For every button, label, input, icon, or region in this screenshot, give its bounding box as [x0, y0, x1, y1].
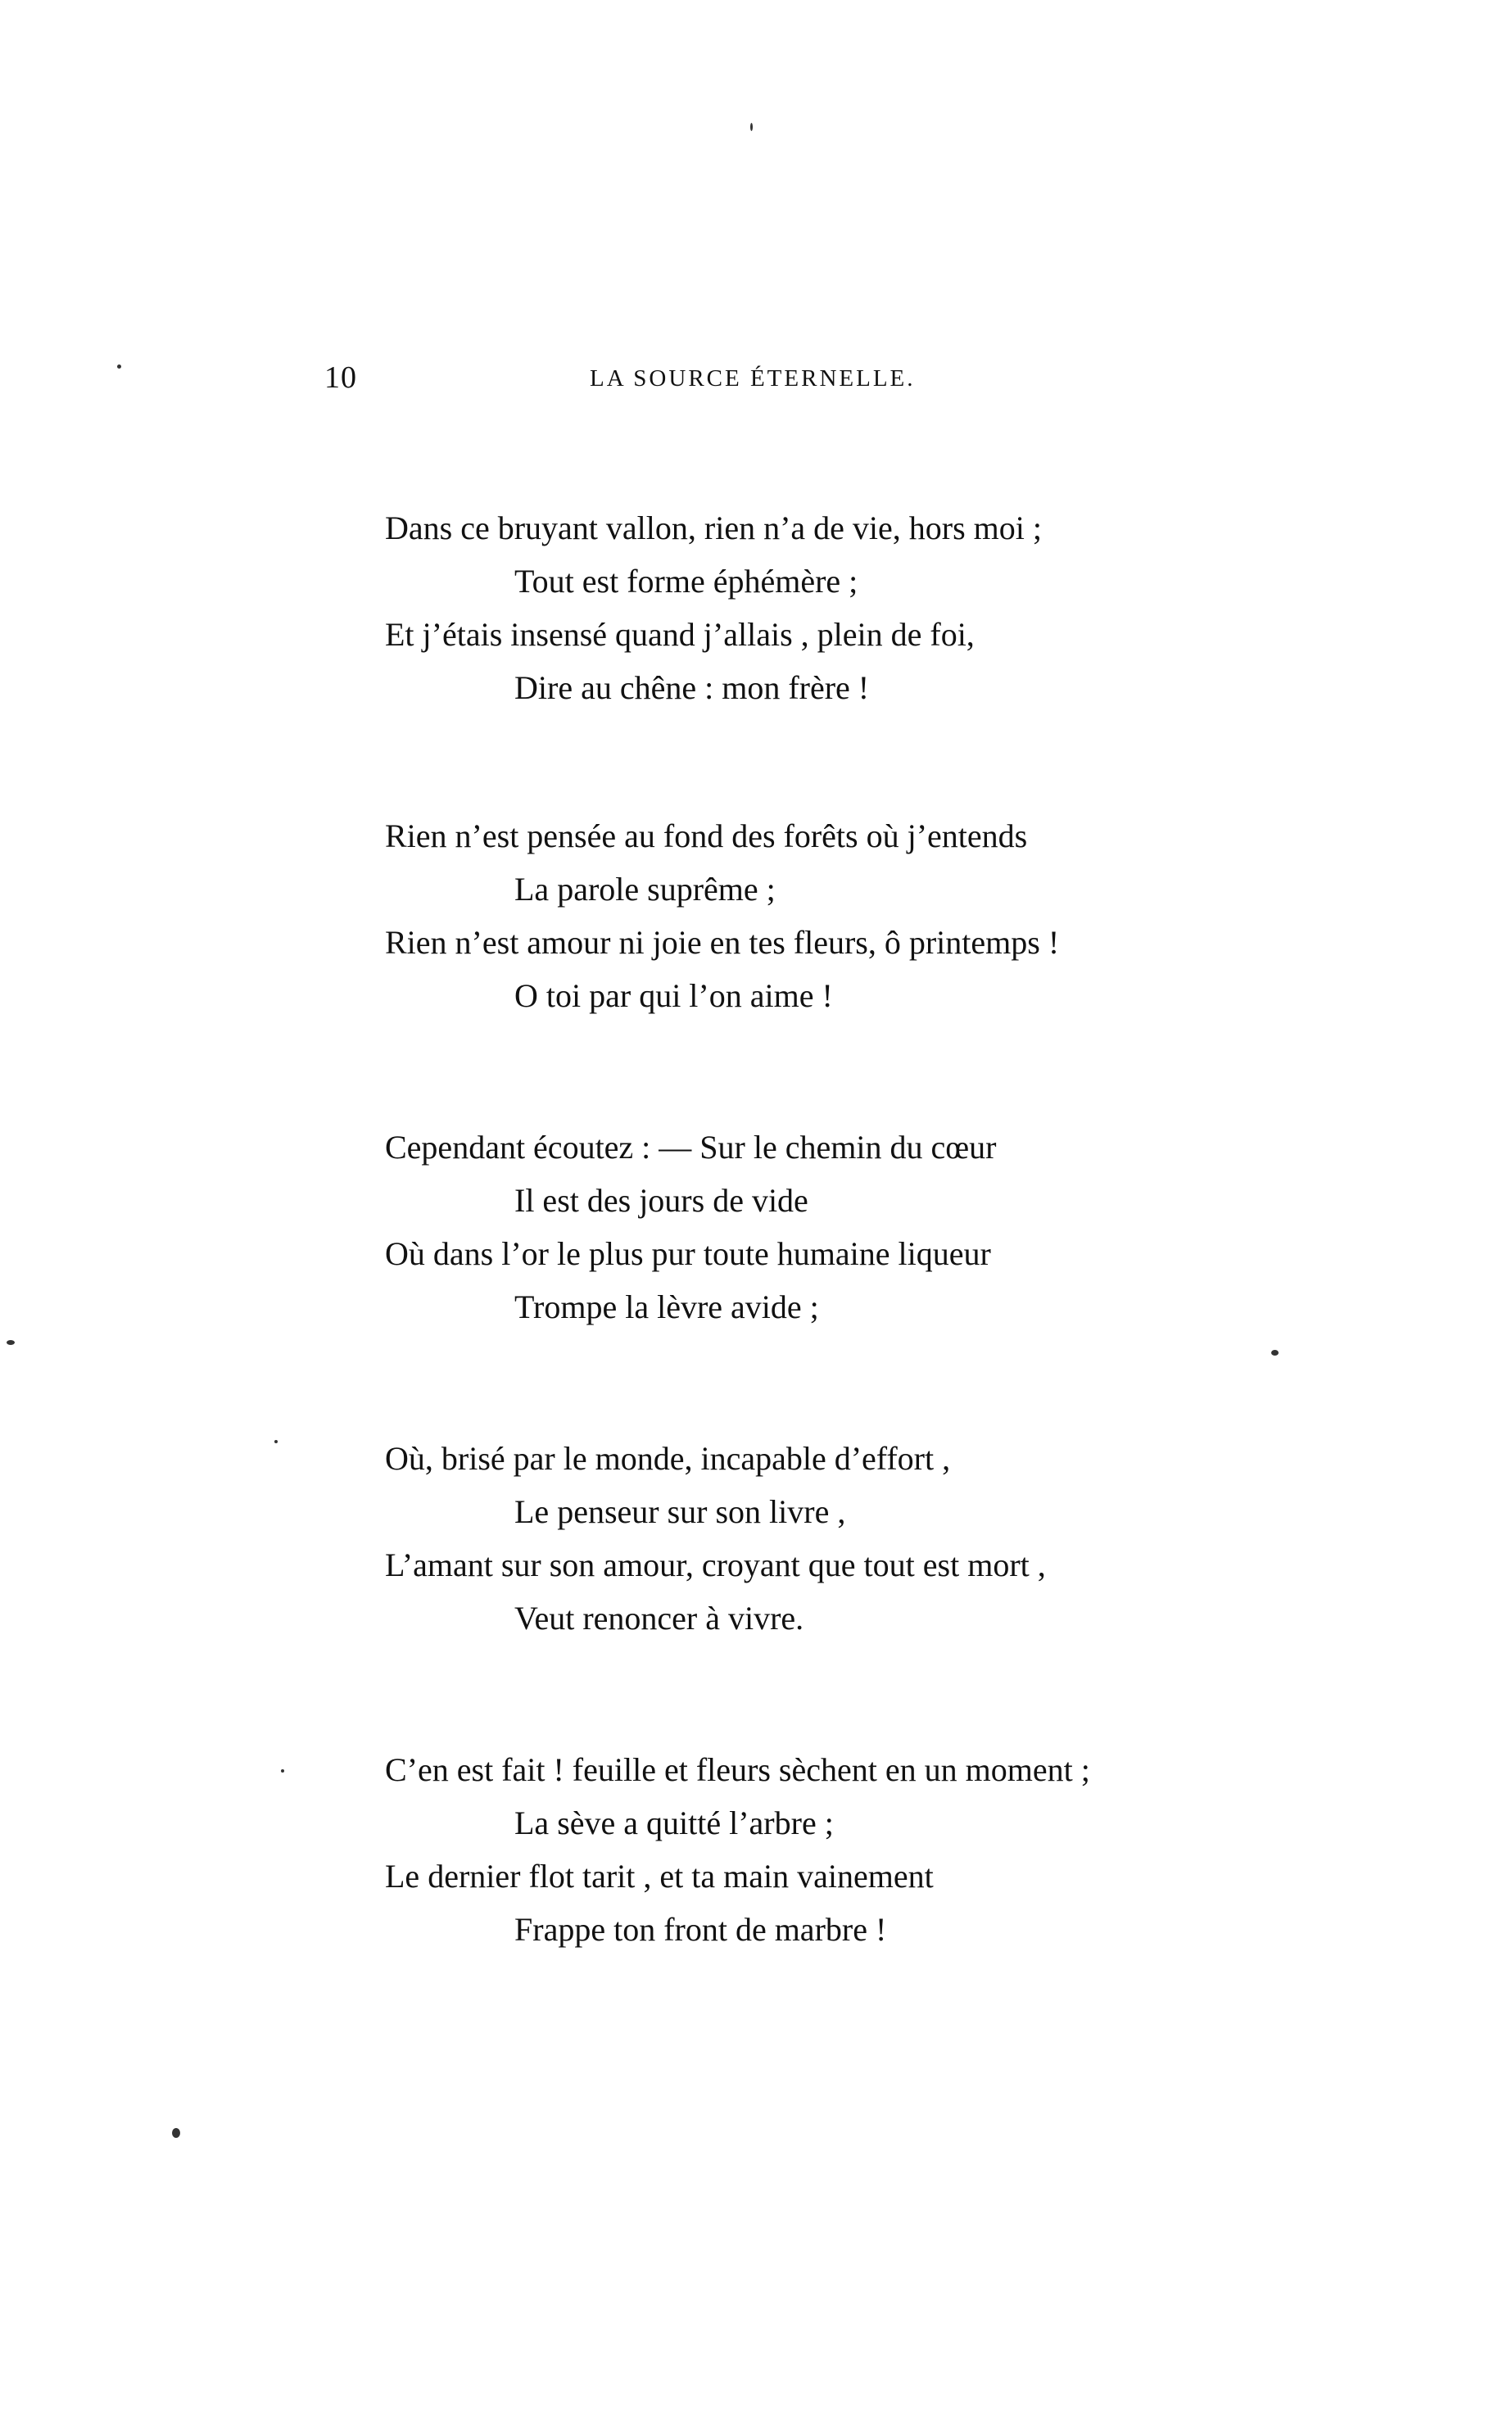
scan-speck: [172, 2128, 180, 2138]
verse-line: Tout est forme éphémère ;: [514, 563, 858, 600]
stanza-2: [385, 809, 1204, 1022]
stanza-1: [385, 501, 1204, 714]
verse-line: La parole suprême ;: [514, 871, 776, 908]
verse-line: Rien n’est pensée au fond des forêts où j’entends: [385, 817, 1028, 854]
verse-line: Où dans l’or le plus pur toute humaine liqueur: [385, 1235, 991, 1272]
verse-line: Il est des jours de vide: [514, 1182, 808, 1219]
verse-line: Veut renoncer à vivre.: [514, 1600, 804, 1637]
verse-line: Où, brisé par le monde, incapable d’effort ,: [385, 1440, 951, 1477]
page-number: 10: [324, 360, 357, 395]
scan-speck: [281, 1769, 284, 1773]
scan-speck: [117, 365, 121, 369]
verse-line: L’amant sur son amour, croyant que tout est mort ,: [385, 1546, 1046, 1583]
scan-speck: [274, 1440, 278, 1443]
verse-line: Et j’étais insensé quand j’allais , plein de foi,: [385, 616, 975, 653]
verse-line: Dans ce bruyant vallon, rien n’a de vie, hors moi ;: [385, 509, 1042, 546]
verse-line: Le penseur sur son livre ,: [514, 1493, 846, 1530]
verse-line: Cependant écoutez : — Sur le chemin du cœur: [385, 1129, 997, 1166]
verse-line: Rien n’est amour ni joie en tes fleurs, ô printemps !: [385, 924, 1060, 961]
scan-speck: [750, 123, 753, 131]
verse-line: C’en est fait ! feuille et fleurs sèchent en un moment ;: [385, 1751, 1090, 1788]
stanza-5: [385, 1743, 1204, 1956]
verse-line: Le dernier flot tarit , et ta main vainement: [385, 1858, 934, 1895]
stanza-3: [385, 1121, 1204, 1334]
scan-speck: [1271, 1350, 1279, 1356]
verse-line: Trompe la lèvre avide ;: [514, 1288, 819, 1325]
stanza-4: [385, 1432, 1204, 1645]
running-title: LA SOURCE ÉTERNELLE.: [590, 365, 916, 392]
verse-line: La sève a quitté l’arbre ;: [514, 1804, 834, 1841]
verse-line: Frappe ton front de marbre !: [514, 1911, 887, 1948]
scan-speck: [7, 1340, 15, 1345]
verse-line: Dire au chêne : mon frère !: [514, 669, 870, 706]
verse-line: O toi par qui l’on aime !: [514, 977, 833, 1014]
